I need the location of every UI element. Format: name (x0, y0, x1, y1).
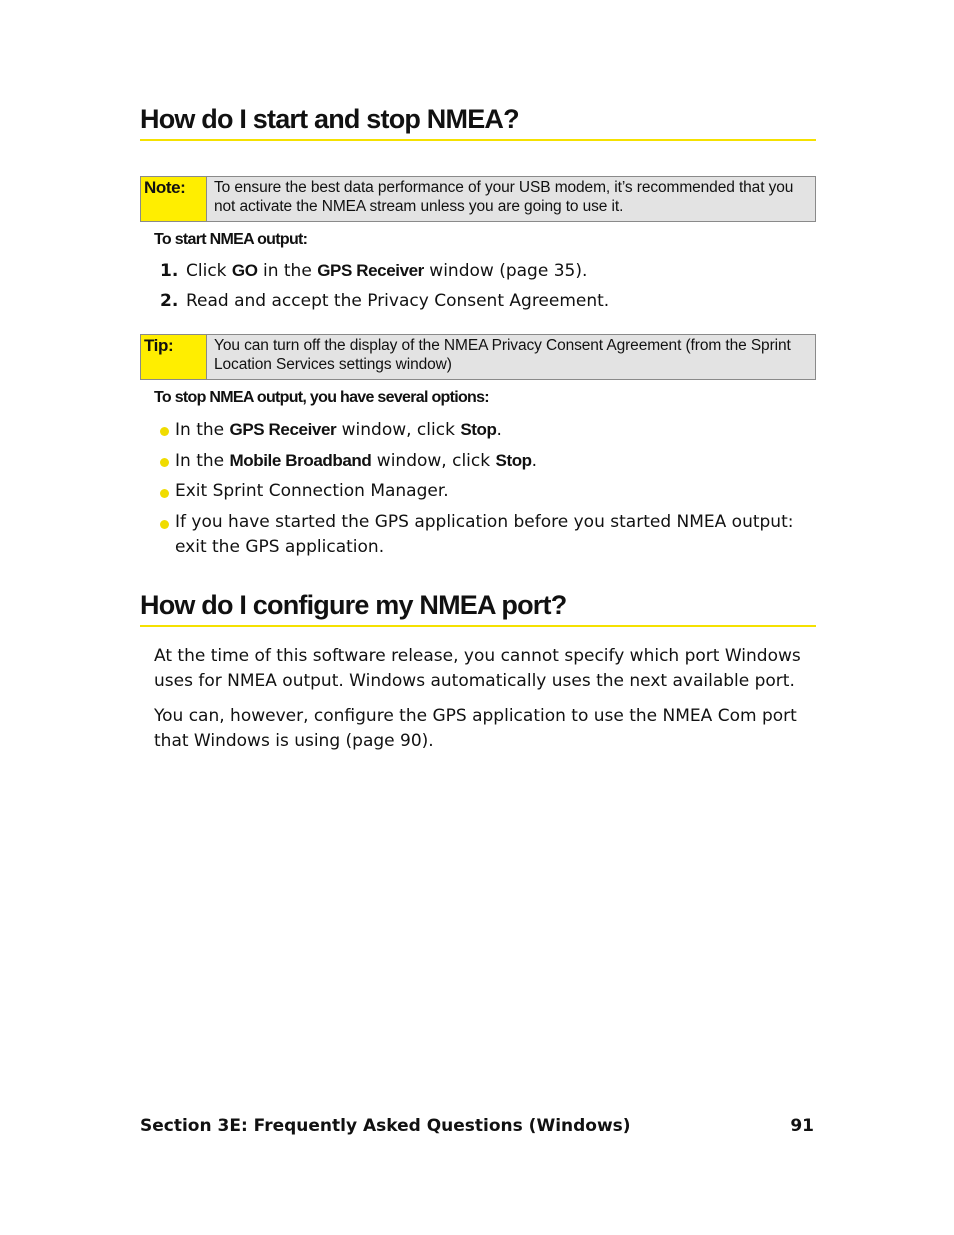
section-heading-configure-nmea-port: How do I configure my NMEA port? (140, 590, 816, 627)
list-item (160, 448, 810, 474)
list-item (160, 510, 810, 560)
tip-callout (140, 334, 816, 380)
list-item (160, 417, 810, 443)
bullet-text: Exit Sprint Connection Manager. (175, 481, 449, 501)
bullet-text: . (496, 420, 502, 440)
bullet-dot-icon (160, 520, 169, 529)
step-number: 1. (160, 261, 179, 281)
note-text: To ensure the best data performance of your USB modem, it’s recommended that you not activate the NMEA stream unless you are going to use it. (214, 179, 794, 215)
bullet-text: In the (175, 420, 230, 440)
section-heading-start-stop-nmea: How do I start and stop NMEA? (140, 104, 816, 141)
start-nmea-subheading: To start NMEA output: (154, 231, 308, 248)
gps-receiver-text: GPS Receiver (317, 261, 424, 280)
tip-label: Tip: (141, 335, 207, 379)
go-link-text: GO (231, 261, 258, 280)
page-number: 91 (790, 1116, 814, 1136)
bullet-text: window, click (336, 420, 461, 440)
gps-receiver-text: GPS Receiver (229, 420, 337, 439)
paragraph: At the time of this software release, you cannot specify which port Windows uses for NMEA output. Windows automatically uses the next available port. (154, 646, 801, 691)
footer-section-title: Section 3E: Frequently Asked Questions (Windows) (140, 1116, 631, 1136)
stop-nmea-subheading: To stop NMEA output, you have several options: (154, 389, 489, 406)
bullet-text: If you have started the GPS application before you started NMEA output: exit the GPS application. (175, 512, 794, 557)
stop-text: Stop (460, 420, 497, 439)
note-callout (140, 176, 816, 222)
tip-text: You can turn off the display of the NMEA Privacy Consent Agreement (from the Sprint Location Services settings window) (214, 337, 791, 373)
step-text: in the (257, 261, 318, 281)
bullet-dot-icon (160, 427, 169, 436)
step-2 (160, 289, 609, 314)
stop-text: Stop (495, 451, 532, 470)
bullet-dot-icon (160, 458, 169, 467)
step-text: Click (186, 261, 232, 281)
mobile-broadband-text: Mobile Broadband (229, 451, 372, 470)
paragraph: You can, however, configure the GPS application to use the NMEA Com port that Windows is using (page 90). (154, 706, 797, 751)
list-item (160, 479, 810, 504)
step-text: Read and accept the Privacy Consent Agreement. (186, 291, 610, 311)
bullet-text: window, click (371, 451, 496, 471)
bullet-dot-icon (160, 489, 169, 498)
step-text: window (page 35). (423, 261, 588, 281)
note-label: Note: (141, 177, 207, 221)
step-1 (160, 258, 587, 284)
step-number: 2. (160, 291, 179, 311)
bullet-text: In the (175, 451, 230, 471)
bullet-text: . (531, 451, 538, 471)
page-footer (140, 1116, 814, 1136)
